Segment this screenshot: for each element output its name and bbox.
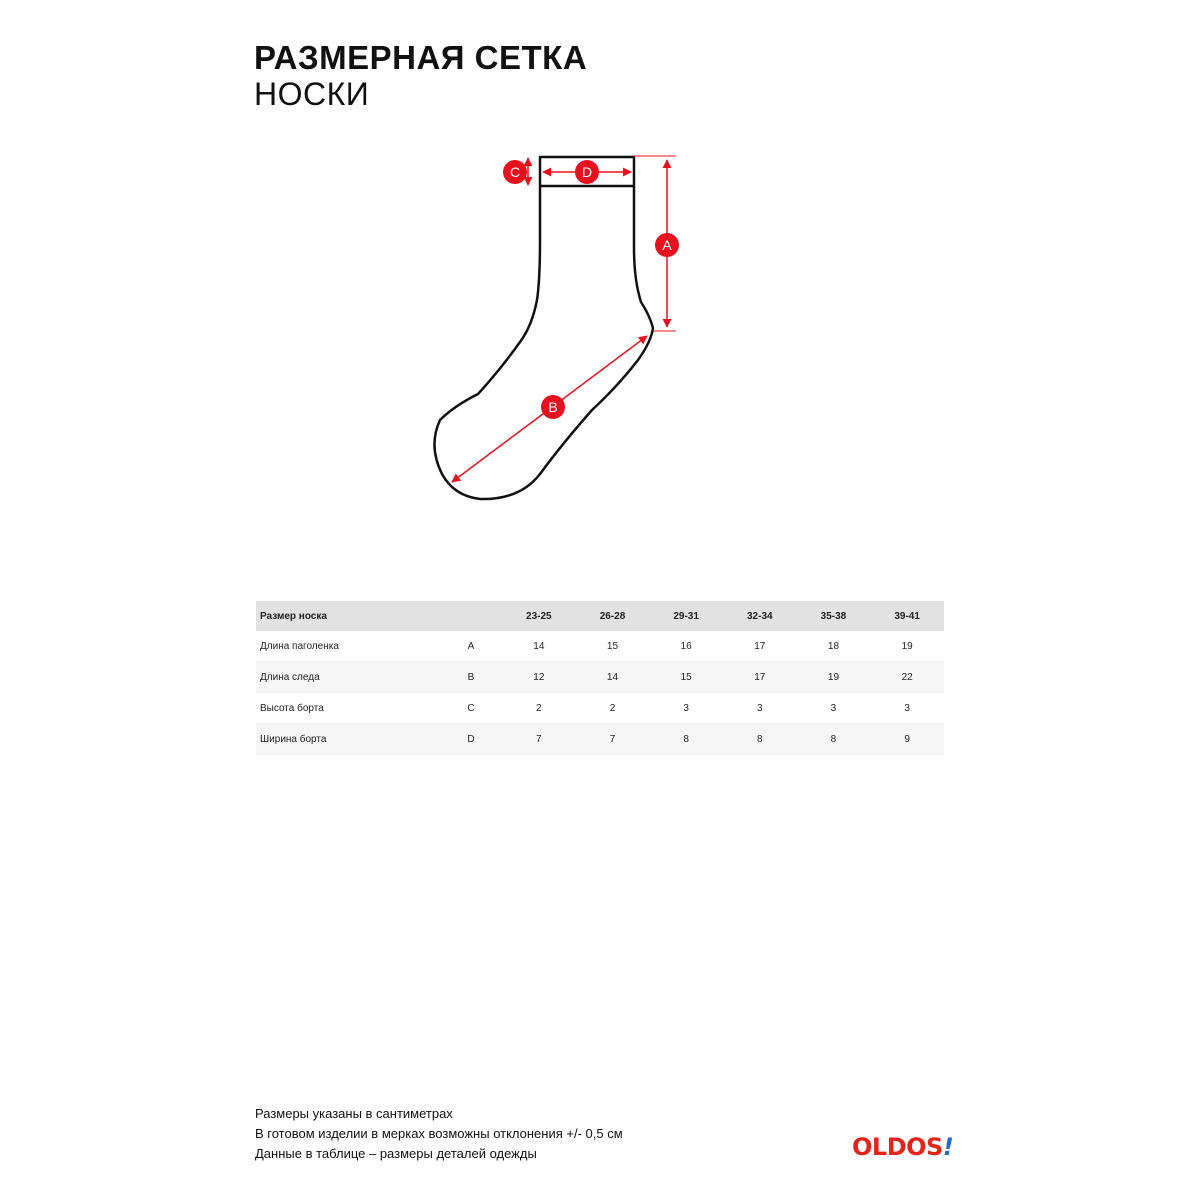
row-value: 8 (683, 733, 689, 745)
logo-mark: ! (942, 1133, 954, 1161)
row-value: 14 (606, 671, 619, 683)
row-name: Ширина борта (260, 733, 327, 745)
table-header-size: 26-28 (599, 610, 626, 622)
page-title: РАЗМЕРНАЯ СЕТКА (254, 39, 588, 76)
row-value: 17 (754, 671, 766, 683)
row-value: 7 (536, 733, 542, 745)
row-value: 22 (901, 671, 913, 683)
row-value: 3 (830, 702, 837, 714)
sock-outline (434, 157, 653, 499)
row-value: 17 (754, 640, 766, 652)
table-row (256, 693, 944, 724)
row-value: 7 (609, 733, 616, 745)
table-header-label: Размер носка (260, 610, 327, 622)
table-header-size: 35-38 (820, 610, 847, 622)
row-value: 3 (757, 702, 763, 714)
note-line: Размеры указаны в сантиметрах (255, 1106, 453, 1121)
svg-text:A: A (662, 237, 672, 253)
footnotes (255, 1104, 623, 1164)
row-name: Длина следа (260, 671, 320, 683)
row-value: 15 (606, 640, 619, 652)
svg-text:D: D (581, 164, 593, 180)
table-row (256, 724, 944, 755)
page-subtitle: НОСКИ (254, 76, 370, 112)
marker-b (541, 395, 565, 419)
sock-diagram (420, 140, 720, 520)
row-value: 8 (830, 733, 837, 745)
row-value: 3 (683, 702, 689, 714)
svg-text:C: C (509, 164, 521, 180)
table-header-size: 23-25 (526, 610, 552, 622)
row-value: 3 (904, 702, 910, 714)
table-header-row (256, 601, 944, 631)
svg-text:B: B (548, 399, 558, 415)
brand-logo (852, 1132, 953, 1162)
row-value: 18 (827, 640, 840, 652)
row-value: 12 (533, 671, 545, 683)
row-value: 8 (757, 733, 763, 745)
marker-a (655, 233, 679, 257)
table-header-size: 39-41 (894, 610, 920, 622)
row-code: A (467, 640, 475, 652)
size-table (256, 601, 944, 755)
table-row (256, 662, 944, 693)
note-line: Данные в таблице – размеры деталей одежды (255, 1146, 537, 1161)
marker-d (575, 160, 599, 184)
row-name: Длина паголенка (260, 640, 339, 652)
table-row (256, 631, 944, 662)
table-header-code (440, 601, 502, 631)
row-value: 2 (609, 702, 616, 714)
row-value: 16 (680, 640, 692, 652)
marker-c (503, 160, 527, 184)
row-code: D (467, 733, 475, 745)
row-value: 9 (904, 733, 910, 745)
row-value: 19 (827, 671, 840, 683)
logo-text: OLDOS (852, 1133, 943, 1161)
row-value: 2 (536, 702, 542, 714)
row-value: 15 (680, 671, 692, 683)
row-value: 14 (533, 640, 545, 652)
row-code: C (467, 702, 475, 714)
row-code: B (467, 671, 475, 683)
note-line: В готовом изделии в мерках возможны отклонения +/- 0,5 см (255, 1126, 623, 1141)
table-header-size: 29-31 (673, 610, 699, 622)
row-name: Высота борта (260, 702, 324, 714)
row-value: 19 (901, 640, 913, 652)
table-header-size: 32-34 (747, 610, 773, 622)
